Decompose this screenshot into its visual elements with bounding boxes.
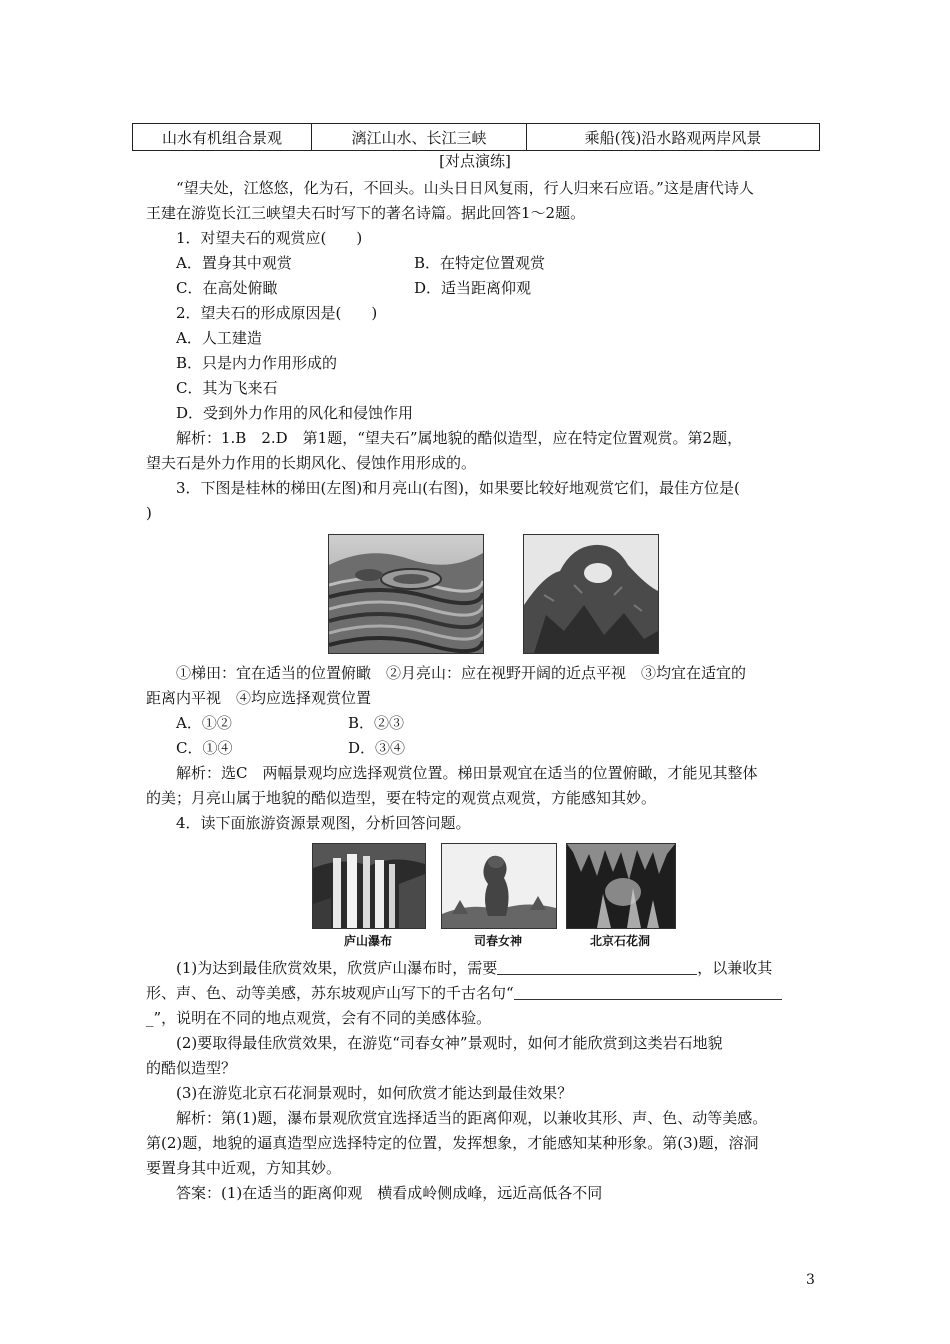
- question-4-part-1-end: _”，说明在不同的地点观赏，会有不同的美感体验。: [146, 1009, 492, 1027]
- intro-line: “望夫处，江悠悠，化为石，不回头。山头日日风复雨，行人归来石应语。”这是唐代诗人: [176, 179, 754, 197]
- question-4-stem: 4．读下面旅游资源景观图，分析回答问题。: [176, 814, 471, 832]
- analysis-line: 要置身其中近观，方知其妙。: [146, 1159, 342, 1177]
- analysis-line: 望夫石是外力作用的长期风化、侵蚀作用形成的。: [146, 454, 477, 472]
- analysis-line: 解析：选C 两幅景观均应选择观赏位置。梯田景观宜在适当的位置俯瞰，才能见其整体: [176, 764, 758, 782]
- question-1-stem: 1．对望夫石的观赏应( ): [176, 229, 363, 247]
- option-a: A．置身其中观赏: [176, 254, 292, 272]
- table-cell: 山水有机组合景观: [133, 124, 312, 151]
- intro-line: 王建在游览长江三峡望夫石时写下的著名诗篇。据此回答1～2题。: [146, 204, 586, 222]
- question-3-options-cd: [176, 736, 844, 761]
- question-1-options-cd: [176, 276, 844, 301]
- answer-blank: [497, 958, 697, 975]
- question-4-part-1-cont: 形、声、色、动等美感，苏东坡观庐山写下的千古名句“: [146, 981, 814, 1006]
- caption-sichun-goddess: 司春女神: [473, 934, 522, 948]
- terraces-photo: [328, 534, 484, 654]
- analysis-line: 解析：第(1)题，瀑布景观欣赏宜选择适当的距离仰观，以兼收其形、声、色、动等美感。: [176, 1109, 768, 1127]
- question-2-stem: 2．望夫石的形成原因是( ): [176, 304, 378, 322]
- waterfall-photo: [312, 843, 426, 929]
- table-cell: 漓江山水、长江三峡: [312, 124, 527, 151]
- question-3-statements: ①梯田：宜在适当的位置俯瞰 ②月亮山：应在视野开阔的近点平视 ③均宜在适宜的: [176, 664, 747, 682]
- question-4-part-1: (1)为达到最佳欣赏效果，欣赏庐山瀑布时，需要 ，以兼收其: [176, 959, 773, 977]
- option-c: C．其为飞来石: [176, 379, 278, 397]
- answer-blank: [514, 983, 782, 1000]
- question-4-part-2: (2)要取得最佳欣赏效果，在游览“司春女神”景观时，如何才能欣赏到这类岩石地貌: [176, 1034, 723, 1052]
- cave-photo: [566, 843, 676, 929]
- question-3-options-ab: [176, 711, 844, 736]
- scenery-table: [132, 123, 820, 151]
- option-d: D．③④: [348, 739, 406, 757]
- answer-line: 答案：(1)在适当的距离仰观 横看成岭侧成峰，远近高低各不同: [176, 1184, 603, 1202]
- question-3-stem-end: ): [146, 504, 152, 522]
- option-c: C．在高处俯瞰: [176, 279, 278, 297]
- analysis-line: 第(2)题，地貌的逼真造型应选择特定的位置，发挥想象，才能感知某种形象。第(3)题，溶洞: [146, 1134, 759, 1152]
- option-d: D．受到外力作用的风化和侵蚀作用: [176, 404, 414, 422]
- question-1-options-ab: [176, 251, 844, 276]
- option-b: B．只是内力作用形成的: [176, 354, 338, 372]
- option-a: A．人工建造: [176, 329, 262, 347]
- caption-shihua-cave: 北京石花洞: [589, 934, 650, 948]
- option-a: A．①②: [176, 714, 232, 732]
- caption-lushan-waterfall: 庐山瀑布: [343, 934, 392, 948]
- table-cell: 乘船(筏)沿水路观两岸风景: [527, 124, 820, 151]
- goddess-rock-photo: [441, 843, 557, 929]
- analysis-line: 的美；月亮山属于地貌的酷似造型，要在特定的观赏点观赏，方能感知其妙。: [146, 789, 657, 807]
- question-3-statements: 距离内平视 ④均应选择观赏位置: [146, 689, 372, 707]
- table-row: [133, 124, 820, 151]
- analysis-line: 解析：1.B 2.D 第1题，“望夫石”属地貌的酷似造型，应在特定位置观赏。第2题，: [176, 429, 743, 447]
- option-d: D．适当距离仰观: [414, 279, 532, 297]
- moon-hill-photo: [523, 534, 659, 654]
- option-c: C．①④: [176, 739, 233, 757]
- question-3-stem: 3．下图是桂林的梯田(左图)和月亮山(右图)，如果要比较好地观赏它们，最佳方位是(: [176, 479, 740, 497]
- option-b: B．②③: [348, 714, 405, 732]
- page-number: 3: [806, 1272, 815, 1288]
- question-4-part-2-end: 的酷似造型？: [146, 1059, 237, 1077]
- option-b: B．在特定位置观赏: [414, 254, 546, 272]
- question-4-part-3: (3)在游览北京石花洞景观时，如何欣赏才能达到最佳效果？: [176, 1084, 573, 1102]
- section-title: [对点演练]: [439, 152, 511, 170]
